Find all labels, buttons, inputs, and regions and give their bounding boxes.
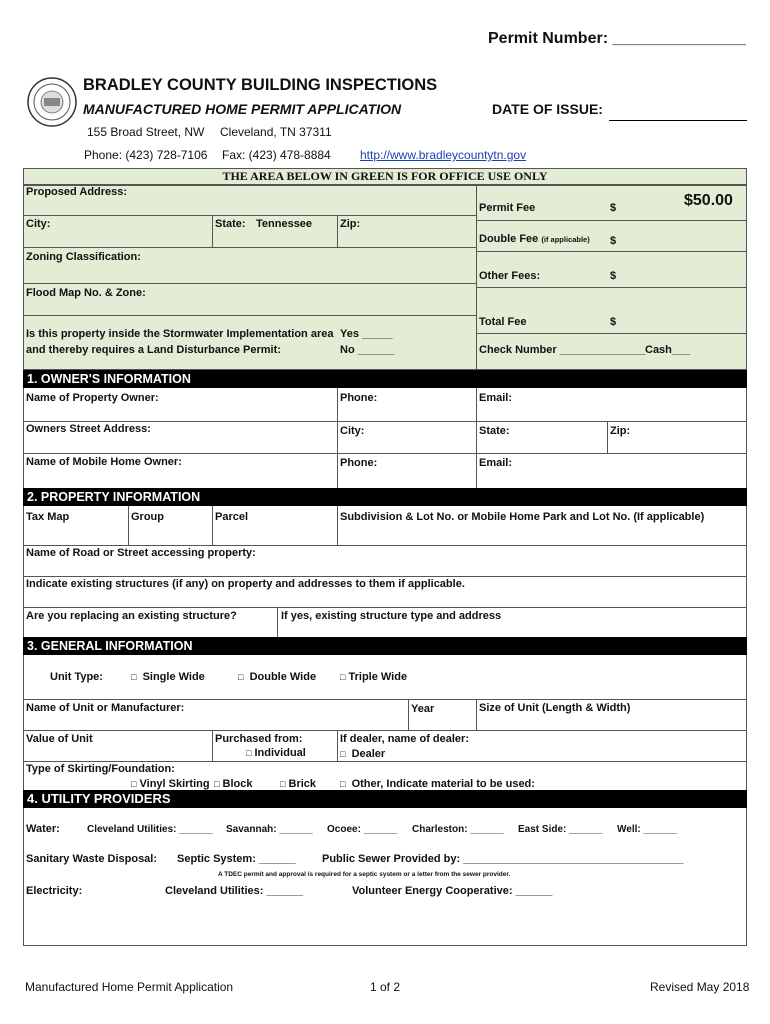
check-number-field[interactable]: Check Number ______________ <box>479 344 646 356</box>
road-name-label: Name of Road or Street accessing property: <box>26 547 256 559</box>
stormwater-no[interactable]: No ______ <box>340 344 395 356</box>
permit-fee-value: $50.00 <box>684 192 733 209</box>
tdec-note: A TDEC permit and approval is required for a septic system or a letter from the sewer provider. <box>218 871 511 878</box>
water-east-side-field[interactable]: East Side: ______ <box>518 824 603 835</box>
address-street: 155 Broad Street, NW <box>87 125 205 139</box>
unit-value-label: Value of Unit <box>26 733 93 745</box>
fax-number: Fax: (423) 478-8884 <box>222 148 331 162</box>
water-well-field[interactable]: Well: ______ <box>617 824 677 835</box>
year-label: Year <box>411 703 435 715</box>
owner-email-label: Email: <box>479 392 513 404</box>
checkbox-icon: □ <box>280 779 286 789</box>
cash-field[interactable]: Cash___ <box>645 344 691 356</box>
subdivision-label: Subdivision & Lot No. or Mobile Home Park and Lot No. (If applicable) <box>340 511 705 523</box>
brick-option[interactable]: □ Brick <box>280 778 317 790</box>
footer-page-number: 1 of 2 <box>370 980 401 994</box>
permit-number-label: Permit Number: _______________ <box>488 30 746 47</box>
double-wide-option[interactable]: □ Double Wide <box>238 671 317 683</box>
water-ocoee-field[interactable]: Ocoee: ______ <box>327 824 398 835</box>
flood-map-label: Flood Map No. & Zone: <box>26 287 146 299</box>
water-label: Water: <box>26 823 60 835</box>
footer-revision: Revised May 2018 <box>650 980 750 994</box>
owner-street-label: Owners Street Address: <box>26 423 151 435</box>
mh-owner-phone-label: Phone: <box>340 457 378 469</box>
dealer-name-label: If dealer, name of dealer: <box>340 733 469 745</box>
other-fees-label: Other Fees: <box>479 270 541 282</box>
double-fee-dollar: $ <box>610 235 617 247</box>
water-savannah-field[interactable]: Savannah: ______ <box>226 824 313 835</box>
stormwater-question-line2: and thereby requires a Land Disturbance Permit: <box>26 344 281 356</box>
group-label: Group <box>131 511 164 523</box>
form-title: MANUFACTURED HOME PERMIT APPLICATION <box>83 101 402 117</box>
checkbox-icon: □ <box>238 672 244 682</box>
electricity-label: Electricity: <box>26 885 83 897</box>
replacing-structure-label: Are you replacing an existing structure? <box>26 610 237 622</box>
date-of-issue-line[interactable] <box>609 120 747 121</box>
existing-structure-type-label: If yes, existing structure type and address <box>281 610 502 622</box>
owner-phone-label: Phone: <box>340 392 378 404</box>
property-section-heading: 2. PROPERTY INFORMATION <box>23 488 747 506</box>
septic-system-field[interactable]: Septic System: ______ <box>177 853 296 865</box>
address-city: Cleveland, TN 37311 <box>220 125 332 139</box>
mobile-home-owner-label: Name of Mobile Home Owner: <box>26 456 182 468</box>
zip-label: Zip: <box>340 218 361 230</box>
sanitary-disposal-label: Sanitary Waste Disposal: <box>26 853 158 865</box>
proposed-address-label: Proposed Address: <box>26 186 128 198</box>
dealer-option[interactable]: □ Dealer <box>340 748 386 760</box>
skirting-label: Type of Skirting/Foundation: <box>26 763 175 775</box>
block-option[interactable]: □ Block <box>214 778 253 790</box>
phone-number: Phone: (423) 728-7106 <box>84 148 208 162</box>
total-fee-label: Total Fee <box>479 316 527 328</box>
individual-option[interactable]: □ Individual <box>246 747 306 759</box>
county-seal-logo <box>26 76 78 128</box>
checkbox-icon: □ <box>340 749 346 759</box>
checkbox-icon: □ <box>246 748 252 758</box>
permit-fee-dollar: $ <box>610 202 617 214</box>
state-value: Tennessee <box>256 218 313 230</box>
org-title: BRADLEY COUNTY BUILDING INSPECTIONS <box>83 76 438 94</box>
purchased-from-label: Purchased from: <box>215 733 303 745</box>
double-fee-label: Double Fee (if applicable) <box>479 233 590 245</box>
office-use-area <box>23 185 747 370</box>
owner-state-label: State: <box>479 425 510 437</box>
electric-cleveland-field[interactable]: Cleveland Utilities: ______ <box>165 885 304 897</box>
water-cleveland-field[interactable]: Cleveland Utilities: ______ <box>87 824 213 835</box>
parcel-label: Parcel <box>215 511 249 523</box>
checkbox-icon: □ <box>131 672 137 682</box>
other-fees-dollar: $ <box>610 270 617 282</box>
water-charleston-field[interactable]: Charleston: ______ <box>412 824 504 835</box>
checkbox-icon: □ <box>214 779 220 789</box>
volunteer-energy-field[interactable]: Volunteer Energy Cooperative: ______ <box>352 885 553 897</box>
owners-section-heading: 1. OWNER'S INFORMATION <box>23 370 747 388</box>
utility-section-heading: 4. UTILITY PROVIDERS <box>23 790 747 808</box>
public-sewer-field[interactable]: Public Sewer Provided by: ____________________________________ <box>322 853 684 865</box>
stormwater-question-line1: Is this property inside the Stormwater Implementation area <box>26 328 334 340</box>
checkbox-icon: □ <box>340 779 346 789</box>
single-wide-option[interactable]: □ Single Wide <box>131 671 205 683</box>
vinyl-skirting-option[interactable]: □ Vinyl Skirting <box>131 778 210 790</box>
general-section-heading: 3. GENERAL INFORMATION <box>23 637 747 655</box>
other-material-option[interactable]: □ Other, Indicate material to be used: <box>340 778 535 790</box>
footer-form-name: Manufactured Home Permit Application <box>25 980 234 994</box>
triple-wide-option[interactable]: □ Triple Wide <box>340 671 408 683</box>
owner-city-label: City: <box>340 425 365 437</box>
total-fee-dollar: $ <box>610 316 617 328</box>
stormwater-yes[interactable]: Yes _____ <box>340 328 393 340</box>
unit-type-label: Unit Type: <box>50 671 103 683</box>
website-link[interactable]: http://www.bradleycountytn.gov <box>360 148 527 162</box>
owner-name-label: Name of Property Owner: <box>26 392 159 404</box>
mh-owner-email-label: Email: <box>479 457 513 469</box>
date-of-issue-label: DATE OF ISSUE: <box>492 101 603 117</box>
checkbox-icon: □ <box>340 672 346 682</box>
unit-manufacturer-label: Name of Unit or Manufacturer: <box>26 702 185 714</box>
city-label: City: <box>26 218 51 230</box>
state-label: State: <box>215 218 246 230</box>
existing-structures-label: Indicate existing structures (if any) on property and addresses to them if applicable. <box>26 578 465 590</box>
zoning-label: Zoning Classification: <box>26 251 141 263</box>
unit-size-label: Size of Unit (Length & Width) <box>479 702 631 714</box>
owner-zip-label: Zip: <box>610 425 631 437</box>
checkbox-icon: □ <box>131 779 137 789</box>
tax-map-label: Tax Map <box>26 511 70 523</box>
permit-fee-label: Permit Fee <box>479 202 536 214</box>
office-use-banner-text: THE AREA BELOW IN GREEN IS FOR OFFICE USE ONLY <box>222 169 548 183</box>
